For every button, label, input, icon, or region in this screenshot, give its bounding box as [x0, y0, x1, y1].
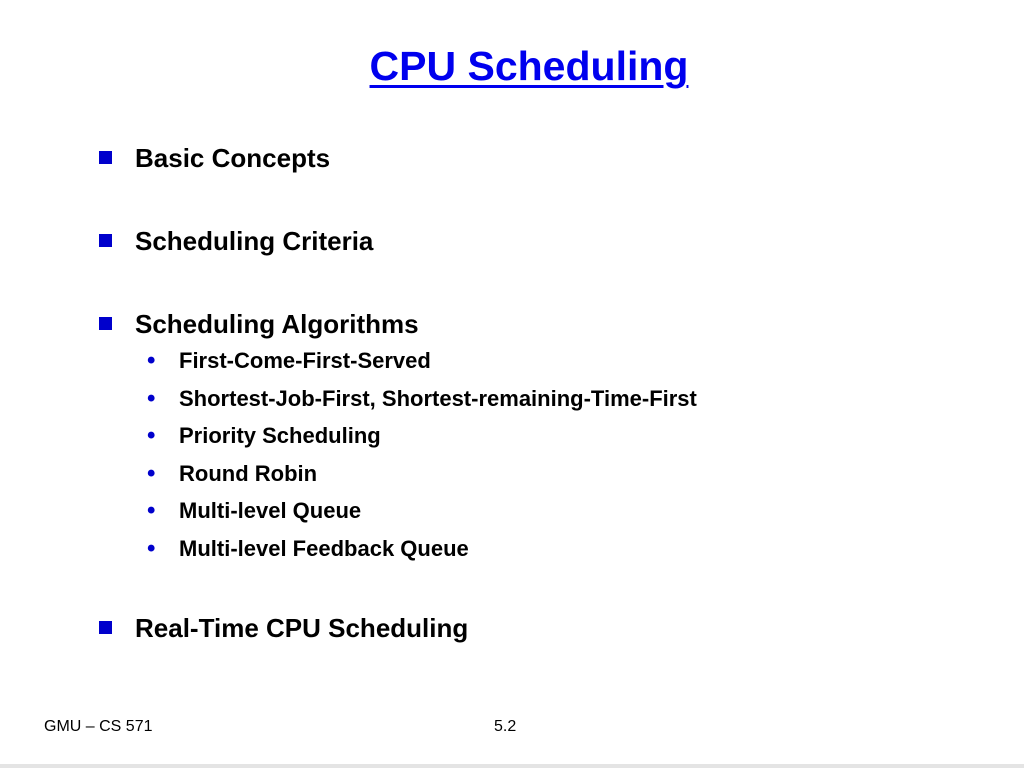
dot-bullet-icon: • [147, 385, 156, 412]
dot-bullet-icon: • [147, 347, 156, 374]
subitem-label: Priority Scheduling [179, 423, 381, 448]
subitem-label: Multi-level Feedback Queue [179, 536, 469, 561]
square-bullet-icon [99, 234, 112, 247]
bottom-divider [0, 764, 1024, 768]
dot-bullet-icon: • [147, 422, 156, 449]
dot-bullet-icon: • [147, 535, 156, 562]
bullet-label: Basic Concepts [135, 143, 331, 173]
subitem-label: Round Robin [179, 461, 318, 486]
square-bullet-icon [99, 151, 112, 164]
footer-course: GMU – CS 571 [44, 718, 153, 735]
square-bullet-icon [99, 621, 112, 634]
dot-bullet-icon: • [147, 497, 156, 524]
square-bullet-icon [99, 317, 112, 330]
slide-title: CPU Scheduling [369, 43, 689, 89]
bullet-label: Real-Time CPU Scheduling [135, 613, 469, 643]
bullet-label: Scheduling Algorithms [135, 309, 419, 339]
dot-bullet-icon: • [147, 460, 156, 487]
bullet-label: Scheduling Criteria [135, 226, 374, 256]
subitem-label: Multi-level Queue [179, 498, 362, 523]
footer-page-number: 5.2 [494, 718, 517, 735]
subitem-label: First-Come-First-Served [179, 348, 431, 373]
subitem-label: Shortest-Job-First, Shortest-remaining-Time-First [179, 386, 697, 411]
